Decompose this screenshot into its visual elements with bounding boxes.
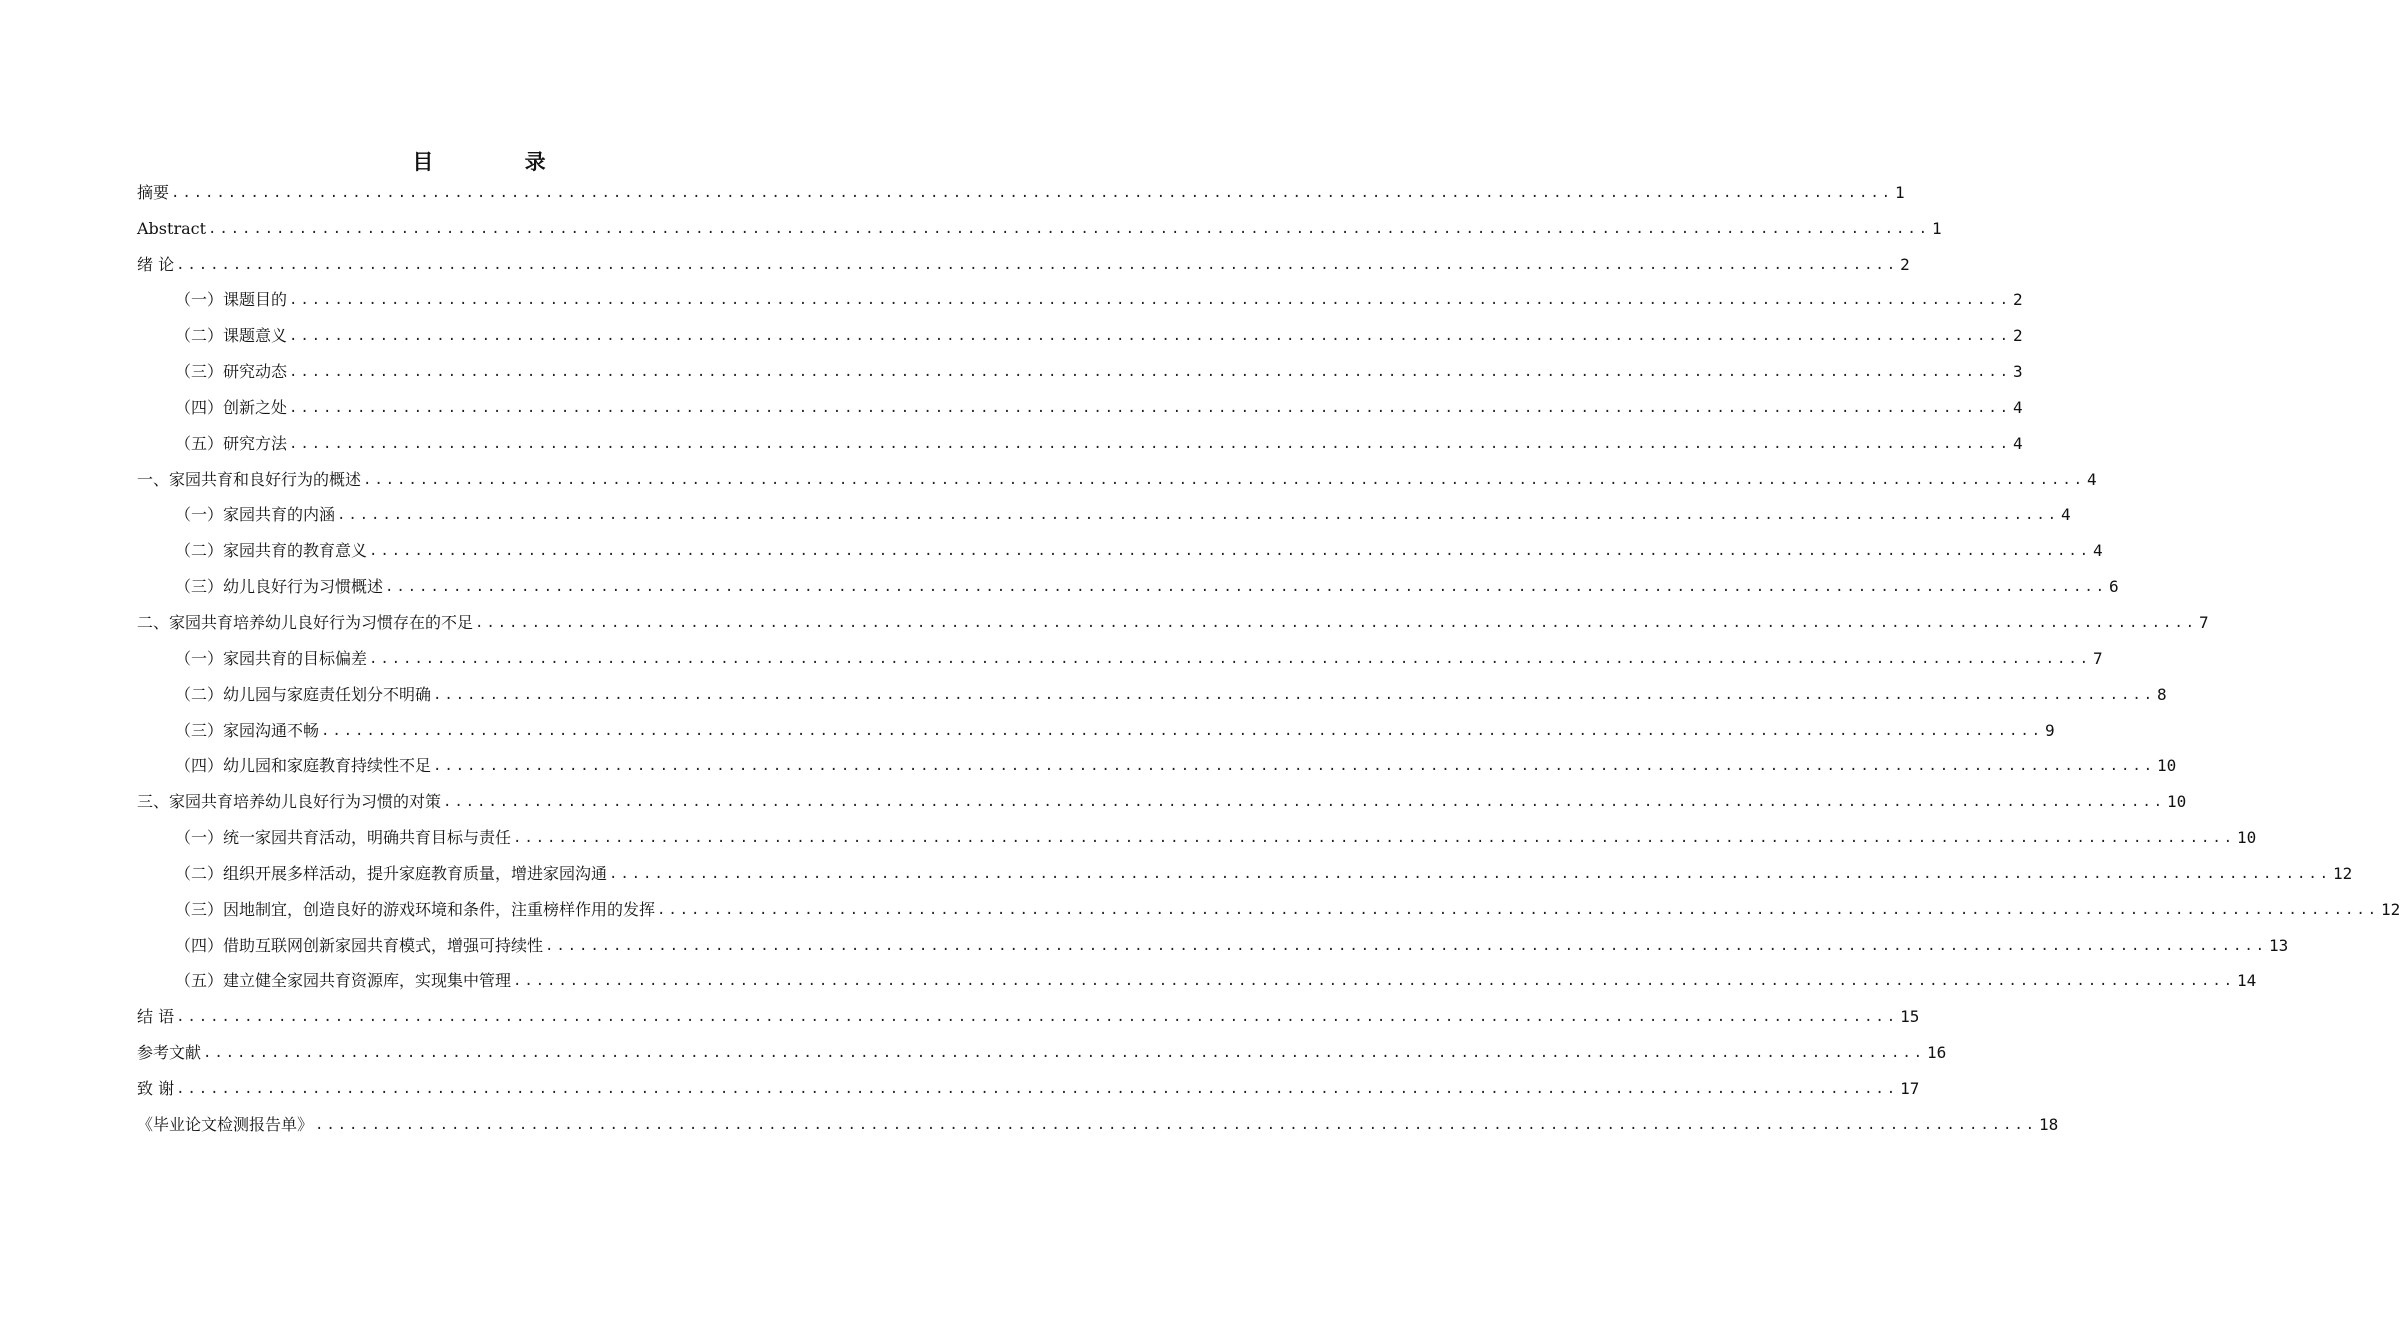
toc-leader-dots: ........................................................................................................................................................ — [171, 184, 1893, 201]
toc-leader-dots: ........................................................................................................................................................ — [289, 435, 2011, 452]
toc-leader-dots: ........................................................................................................................................................ — [545, 937, 2267, 954]
toc-entry[interactable] — [137, 922, 2289, 958]
toc-entry[interactable] — [137, 707, 2055, 743]
toc-leader-dots: ........................................................................................................................................................ — [433, 686, 2155, 703]
toc-entry[interactable] — [137, 527, 2103, 563]
toc-entry[interactable] — [137, 384, 2023, 420]
toc-entry-title: （二）组织开展多样活动，提升家庭教育质量，增进家园沟通 — [175, 863, 608, 883]
toc-page-number: 1 — [1931, 218, 1942, 238]
toc-leader-dots: ........................................................................................................................................................ — [289, 399, 2011, 416]
toc-leader-dots: ........................................................................................................................................................ — [289, 328, 2011, 345]
toc-page-number: 18 — [2038, 1114, 2059, 1134]
toc-list — [137, 169, 2400, 1137]
toc-leader-dots: ........................................................................................................................................................ — [321, 722, 2043, 739]
toc-entry[interactable] — [137, 1065, 1920, 1101]
toc-leader-dots: ........................................................................................................................................................ — [208, 220, 1930, 237]
toc-leader-dots: ........................................................................................................................................................ — [443, 794, 2165, 811]
toc-entry[interactable] — [137, 1029, 1947, 1065]
toc-entry[interactable] — [137, 958, 2257, 994]
toc-entry[interactable] — [137, 635, 2103, 671]
toc-leader-dots: ........................................................................................................................................................ — [385, 579, 2107, 596]
toc-page-number: 6 — [2108, 577, 2119, 597]
toc-entry-title: Abstract — [137, 218, 207, 238]
toc-page-number: 7 — [2198, 612, 2209, 632]
toc-entry-title: 《毕业论文检测报告单》 — [137, 1114, 314, 1134]
toc-entry-title: 致 谢 — [137, 1078, 175, 1098]
toc-entry-title: （四）幼儿园和家庭教育持续性不足 — [175, 756, 432, 776]
toc-entry-title: 结 语 — [137, 1007, 175, 1027]
toc-entry[interactable] — [137, 886, 2400, 922]
toc-page-number: 12 — [2380, 899, 2400, 919]
toc-entry[interactable] — [137, 456, 2097, 492]
toc-leader-dots: ........................................................................................................................................................ — [433, 758, 2155, 775]
toc-page-number: 2 — [1900, 254, 1910, 274]
toc-entry-title: （三）家园沟通不畅 — [175, 720, 320, 740]
toc-page-number: 1 — [1894, 182, 1905, 202]
toc-title: 目 录 — [412, 150, 588, 174]
toc-page-number: 9 — [2044, 720, 2055, 740]
toc-leader-dots: ........................................................................................................................................................ — [315, 1116, 2037, 1133]
toc-page-number: 2 — [2012, 326, 2023, 346]
toc-page-number: 12 — [2332, 863, 2353, 883]
toc-page-number: 4 — [2086, 469, 2097, 489]
toc-entry-title: （五）建立健全家园共育资源库，实现集中管理 — [175, 971, 512, 991]
toc-entry-title: （四）借助互联网创新家园共育模式，增强可持续性 — [175, 935, 544, 955]
toc-entry-title: （一）课题目的 — [175, 290, 288, 310]
toc-leader-dots: ........................................................................................................................................................ — [369, 543, 2091, 560]
toc-entry[interactable] — [137, 814, 2257, 850]
toc-leader-dots: ........................................................................................................................................................ — [363, 471, 2085, 488]
toc-entry[interactable] — [137, 993, 1920, 1029]
toc-entry[interactable] — [137, 241, 1910, 277]
toc-page-number: 4 — [2012, 433, 2023, 453]
toc-entry-title: （二）课题意义 — [175, 326, 288, 346]
toc-leader-dots: ........................................................................................................................................................ — [203, 1045, 1925, 1062]
toc-page-number: 13 — [2268, 935, 2289, 955]
toc-leader-dots: ........................................................................................................................................................ — [289, 292, 2011, 309]
toc-leader-dots: ........................................................................................................................................................ — [289, 364, 2011, 381]
toc-page-number: 16 — [1926, 1043, 1947, 1063]
toc-entry[interactable] — [137, 492, 2071, 528]
toc-leader-dots: ........................................................................................................................................................ — [513, 973, 2235, 990]
toc-page-number: 4 — [2060, 505, 2071, 525]
toc-entry[interactable] — [137, 778, 2187, 814]
toc-entry[interactable] — [137, 420, 2023, 456]
toc-entry-title: 参考文献 — [137, 1043, 202, 1063]
toc-leader-dots: ........................................................................................................................................................ — [176, 1080, 1899, 1097]
toc-page-number: 4 — [2012, 397, 2023, 417]
toc-page-number: 8 — [2156, 684, 2167, 704]
toc-page-number: 3 — [2012, 362, 2023, 382]
toc-page-number: 4 — [2092, 541, 2103, 561]
toc-page-number: 7 — [2092, 648, 2103, 668]
toc-page-number: 10 — [2166, 792, 2187, 812]
toc-leader-dots: ........................................................................................................................................................ — [609, 865, 2331, 882]
toc-entry-title: （三）研究动态 — [175, 362, 288, 382]
toc-page-number: 17 — [1900, 1078, 1920, 1098]
toc-entry-title: （二）家园共育的教育意义 — [175, 541, 368, 561]
toc-entry[interactable] — [137, 169, 1905, 205]
toc-entry-title: （一）家园共育的内涵 — [175, 505, 336, 525]
toc-page-number: 2 — [2012, 290, 2023, 310]
toc-entry-title: 绪 论 — [137, 254, 175, 274]
toc-entry[interactable] — [137, 348, 2023, 384]
toc-leader-dots: ........................................................................................................................................................ — [657, 901, 2379, 918]
toc-entry-title: （一）家园共育的目标偏差 — [175, 648, 368, 668]
toc-entry-title: （三）因地制宜，创造良好的游戏环境和条件，注重榜样作用的发挥 — [175, 899, 656, 919]
toc-page-number: 14 — [2236, 971, 2257, 991]
toc-entry[interactable] — [137, 671, 2167, 707]
toc-leader-dots: ........................................................................................................................................................ — [369, 650, 2091, 667]
toc-entry-title: 三、家园共育培养幼儿良好行为习惯的对策 — [137, 792, 442, 812]
toc-leader-dots: ........................................................................................................................................................ — [475, 614, 2197, 631]
toc-entry[interactable] — [137, 277, 2023, 313]
toc-entry-title: （三）幼儿良好行为习惯概述 — [175, 577, 384, 597]
toc-entry-title: （五）研究方法 — [175, 433, 288, 453]
toc-entry[interactable] — [137, 743, 2177, 779]
toc-entry-title: （二）幼儿园与家庭责任划分不明确 — [175, 684, 432, 704]
toc-page-number: 10 — [2236, 828, 2257, 848]
toc-entry-title: 摘要 — [137, 182, 170, 202]
toc-leader-dots: ........................................................................................................................................................ — [176, 256, 1899, 273]
toc-entry-title: 二、家园共育培养幼儿良好行为习惯存在的不足 — [137, 612, 474, 632]
toc-page-number: 10 — [2156, 756, 2177, 776]
toc-entry[interactable] — [137, 850, 2353, 886]
toc-entry[interactable] — [137, 563, 2119, 599]
toc-page-number: 15 — [1900, 1007, 1920, 1027]
toc-entry-title: （一）统一家园共育活动，明确共育目标与责任 — [175, 828, 512, 848]
toc-leader-dots: ........................................................................................................................................................ — [337, 507, 2059, 524]
toc-leader-dots: ........................................................................................................................................................ — [513, 830, 2235, 847]
toc-entry[interactable] — [137, 312, 2023, 348]
toc-leader-dots: ........................................................................................................................................................ — [176, 1009, 1899, 1026]
toc-entry-title: （四）创新之处 — [175, 397, 288, 417]
toc-entry[interactable] — [137, 599, 2209, 635]
toc-entry[interactable] — [137, 1101, 2059, 1137]
toc-entry[interactable] — [137, 205, 1942, 241]
toc-entry-title: 一、家园共育和良好行为的概述 — [137, 469, 362, 489]
